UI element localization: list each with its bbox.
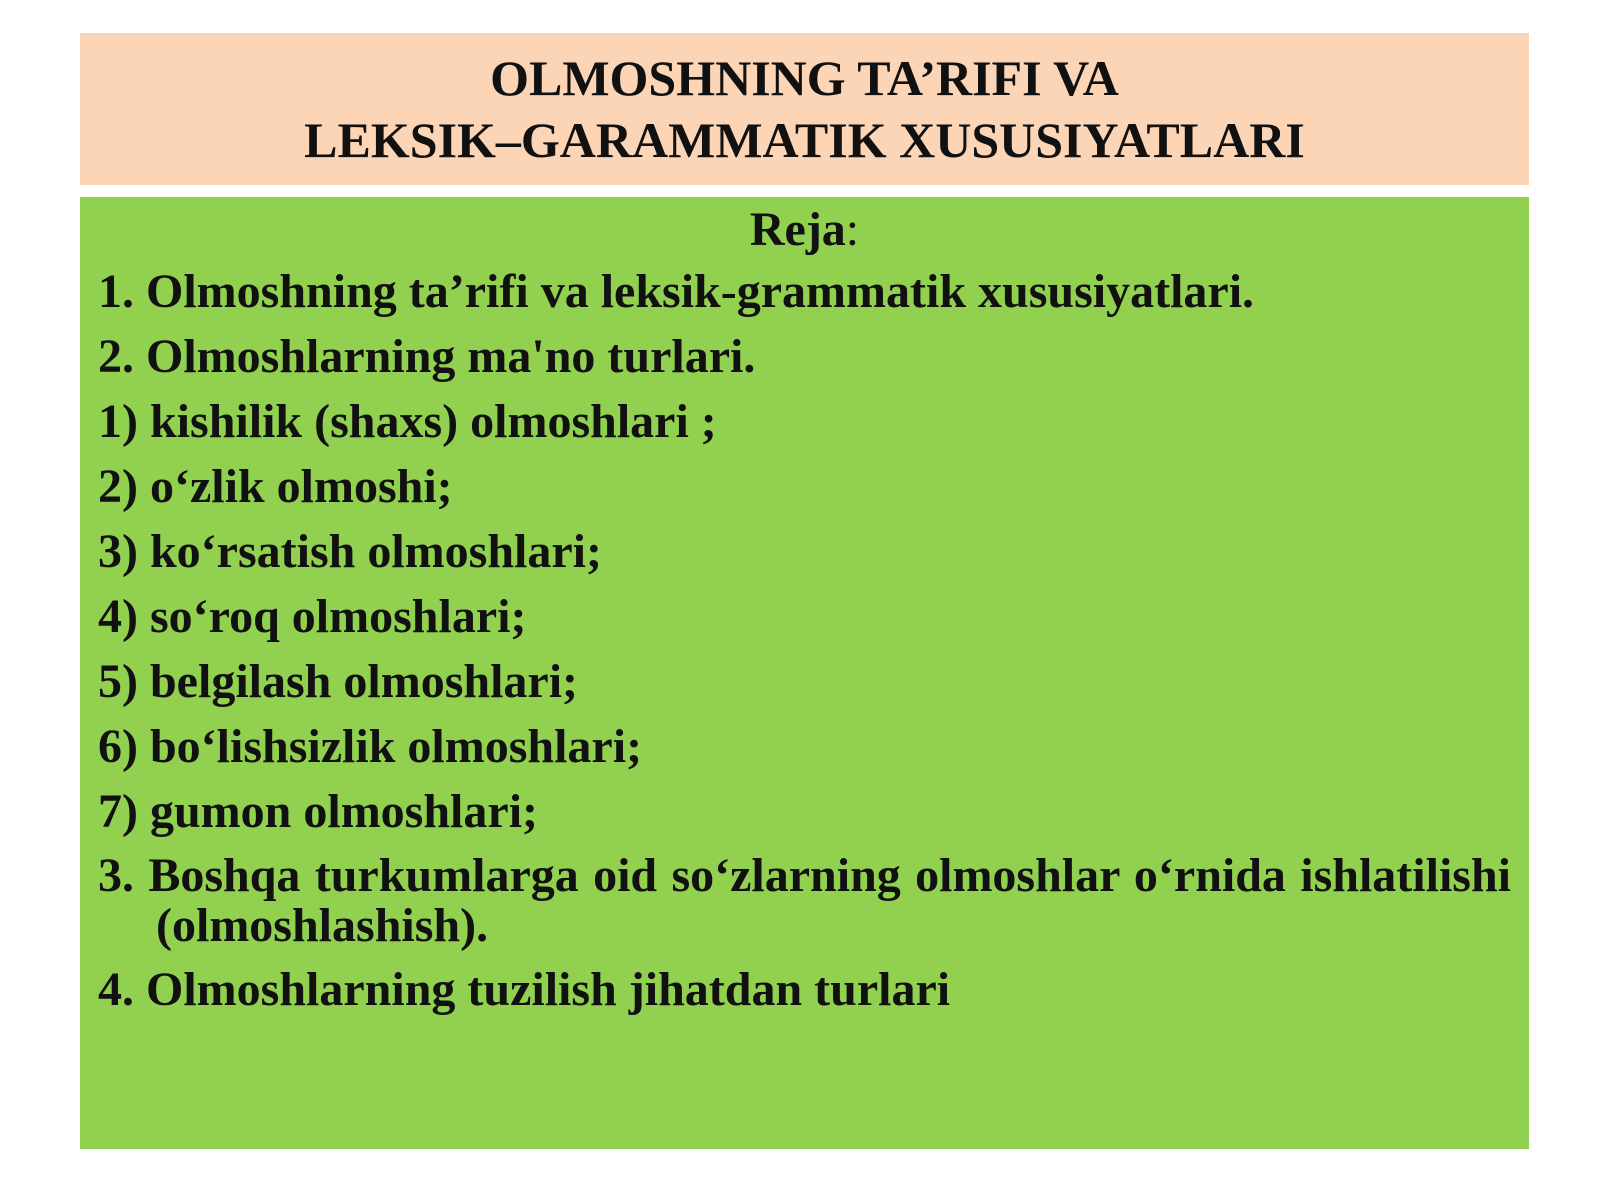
- plan-heading-colon: :: [845, 203, 860, 256]
- plan-item-2: 2. Olmoshlarning ma'no turlari.: [98, 330, 756, 383]
- slide-title-line-2: LEKSIK–GARAMMATIK XUSUSIYATLARI: [304, 112, 1305, 168]
- plan-heading: [98, 199, 1511, 261]
- plan-subitem-4: 4) so‘roq olmoshlari;: [98, 590, 527, 643]
- plan-heading-label: Reja: [749, 203, 846, 256]
- plan-subitem-6: 6) bo‘lishsizlik olmoshlari;: [98, 720, 643, 773]
- plan-item-3: 3. Boshqa turkumlarga oid so‘zlarning olmoshlar o‘rnida ishlatilishi (olmoshlashish).: [98, 849, 1511, 952]
- plan-subitem-7: 7) gumon olmoshlari;: [98, 785, 539, 838]
- plan-subitem-2: 2) o‘zlik olmoshi;: [98, 460, 453, 513]
- plan-subitem-5: 5) belgilash olmoshlari;: [98, 655, 579, 708]
- plan-item-1: 1. Olmoshning ta’rifi va leksik-grammatik xususiyatlari.: [98, 265, 1255, 318]
- plan-item-4: 4. Olmoshlarning tuzilish jihatdan turlari: [98, 963, 951, 1016]
- plan-subitem-1: 1) kishilik (shaxs) olmoshlari ;: [98, 395, 717, 448]
- slide-title-box: [80, 33, 1529, 185]
- slide-title-line-1: OLMOSHNING TA’RIFI VA: [490, 50, 1119, 106]
- plan-subitem-3: 3) ko‘rsatish olmoshlari;: [98, 525, 602, 578]
- plan-content-box: [80, 197, 1529, 1149]
